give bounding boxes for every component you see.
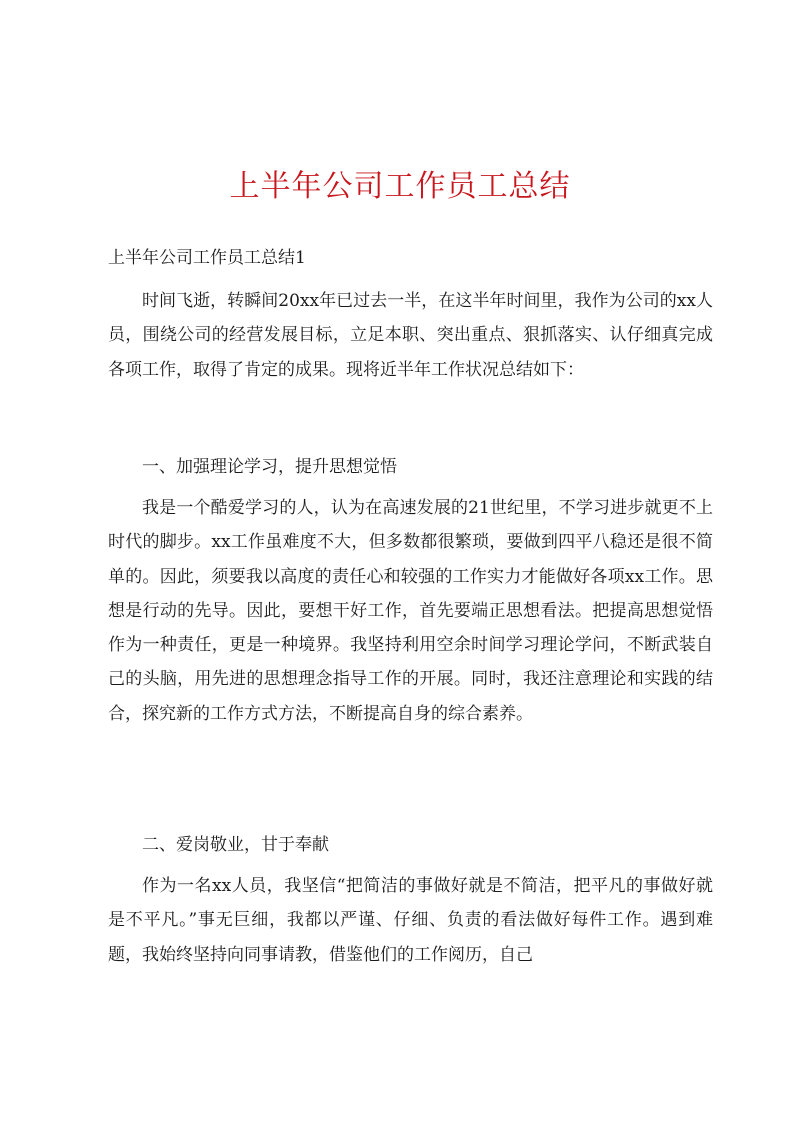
section-heading-1: 一、加强理论学习，提升思想觉悟 — [142, 457, 397, 477]
section-1-paragraph: 我是一个酷爱学习的人，认为在高速发展的21世纪里，不学习进步就更不上时代的脚步。xx工作虽难度不大，但多数都很繁琐，要做到四平八稳还是很不简单的。因此，须要我以高度的责任心和较强的工作实力才能做好各项xx工作。思想是行动的先导。因此，要想干好工作，首先要端正思想看法。把提高思想觉悟作为一种责任，更是一种境界。我坚持利用空余时间学习理论学问，不断武装自己的头脑，用先进的思想理念指导工作的开展。同时，我还注意理论和实践的结合，探究新的工作方式方法，不断提高自身的综合素养。 — [108, 498, 713, 724]
section-2-paragraph: 作为一名xx人员，我坚信“把简洁的事做好就是不简洁，把平凡的事做好就是不平凡。”事无巨细，我都以严谨、仔细、负责的看法做好每件工作。遇到难题，我始终坚持向同事请教，借鉴他们的工作阅历，自己 — [108, 876, 713, 965]
section-heading-2: 二、爱岗敬业，甘于奉献 — [142, 835, 329, 855]
intro-paragraph: 时间飞逝，转瞬间20xx年已过去一半，在这半年时间里，我作为公司的xx人员，围绕公司的经营发展目标，立足本职、突出重点、狠抓落实、认仔细真完成各项工作，取得了肯定的成果。现将近半年工作状况总结如下： — [108, 291, 713, 380]
document-subtitle: 上半年公司工作员工总结1 — [108, 248, 306, 268]
document-title: 上半年公司工作员工总结 — [229, 169, 571, 204]
